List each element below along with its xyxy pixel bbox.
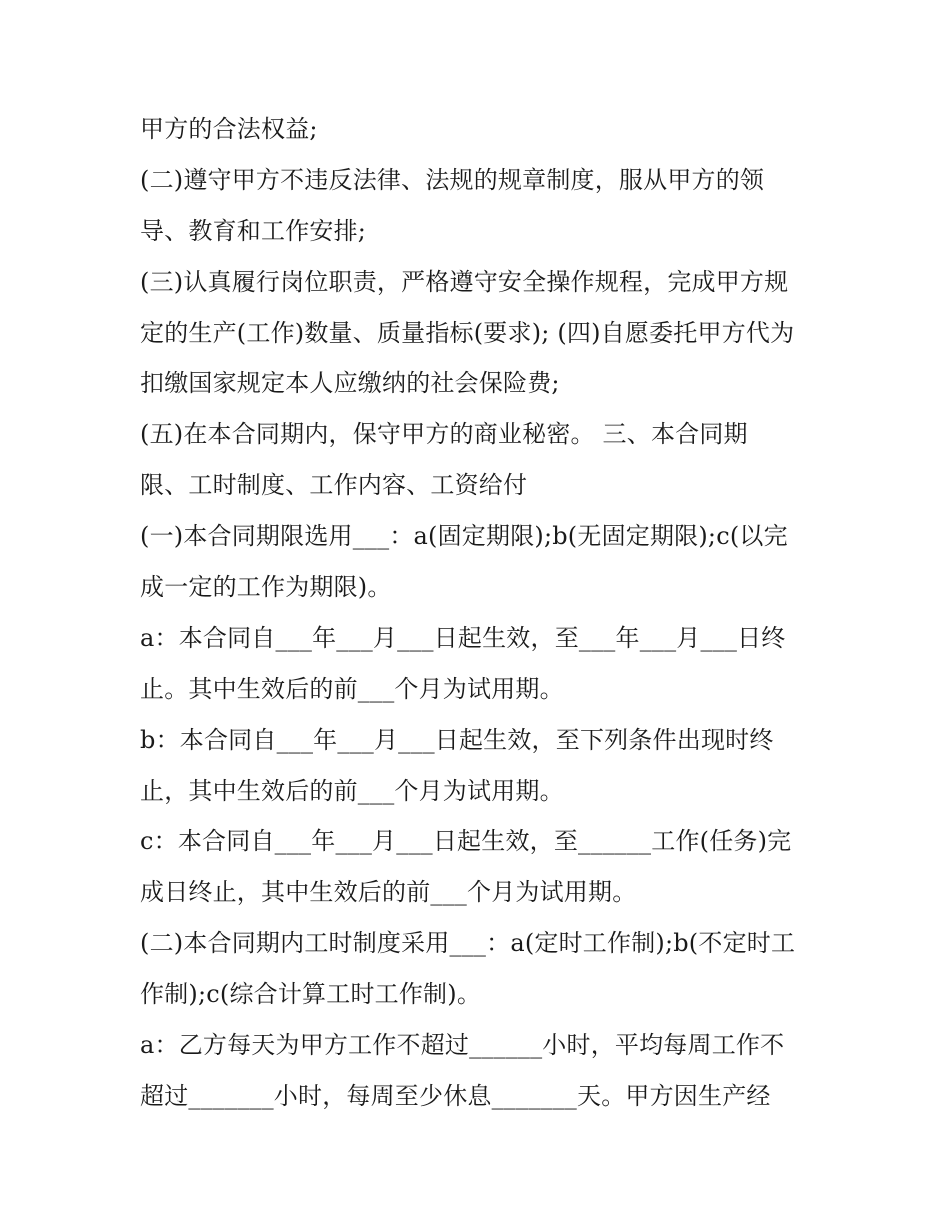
text-line: 甲方的合法权益; [140,115,318,143]
text-line: 止。其中生效后的前___个月为试用期。 [140,674,564,703]
text-line: 超过_______小时，每周至少休息_______天。甲方因生产经 [140,1081,771,1110]
text-line: 止，其中生效后的前___个月为试用期。 [140,776,564,805]
text-line: 成日终止，其中生效后的前___个月为试用期。 [140,878,637,907]
text-line: a：乙方每天为甲方工作不超过______小时，平均每周工作不 [140,1031,785,1060]
document-body [140,104,820,1122]
text-line: (一)本合同期限选用___：a(固定期限);b(无固定期限);c(以完 [140,522,788,551]
text-line: 限、工时制度、工作内容、工资给付 [140,471,528,500]
text-line: 定的生产(工作)数量、质量指标(要求); (四)自愿委托甲方代为 [140,318,795,347]
text-line: a：本合同自___年___月___日起生效，至___年___月___日终 [140,623,786,652]
text-line: (二)遵守甲方不违反法律、法规的规章制度，服从甲方的领 [140,165,765,194]
text-line: c：本合同自___年___月___日起生效，至______工作(任务)完 [140,827,792,856]
text-line: b：本合同自___年___月___日起生效，至下列条件出现时终 [140,725,774,754]
text-line: (二)本合同期内工时制度采用___：a(定时工作制);b(不定时工 [140,929,796,958]
text-line: (五)在本合同期内，保守甲方的商业秘密。 三、本合同期 [140,420,748,449]
text-line: 导、教育和工作安排; [140,216,367,245]
text-line: 作制);c(综合计算工时工作制)。 [140,980,482,1009]
text-line: (三)认真履行岗位职责，严格遵守安全操作规程，完成甲方规 [140,267,789,296]
text-line: 成一定的工作为期限)。 [140,573,392,602]
text-line: 扣缴国家规定本人应缴纳的社会保险费; [140,369,560,398]
